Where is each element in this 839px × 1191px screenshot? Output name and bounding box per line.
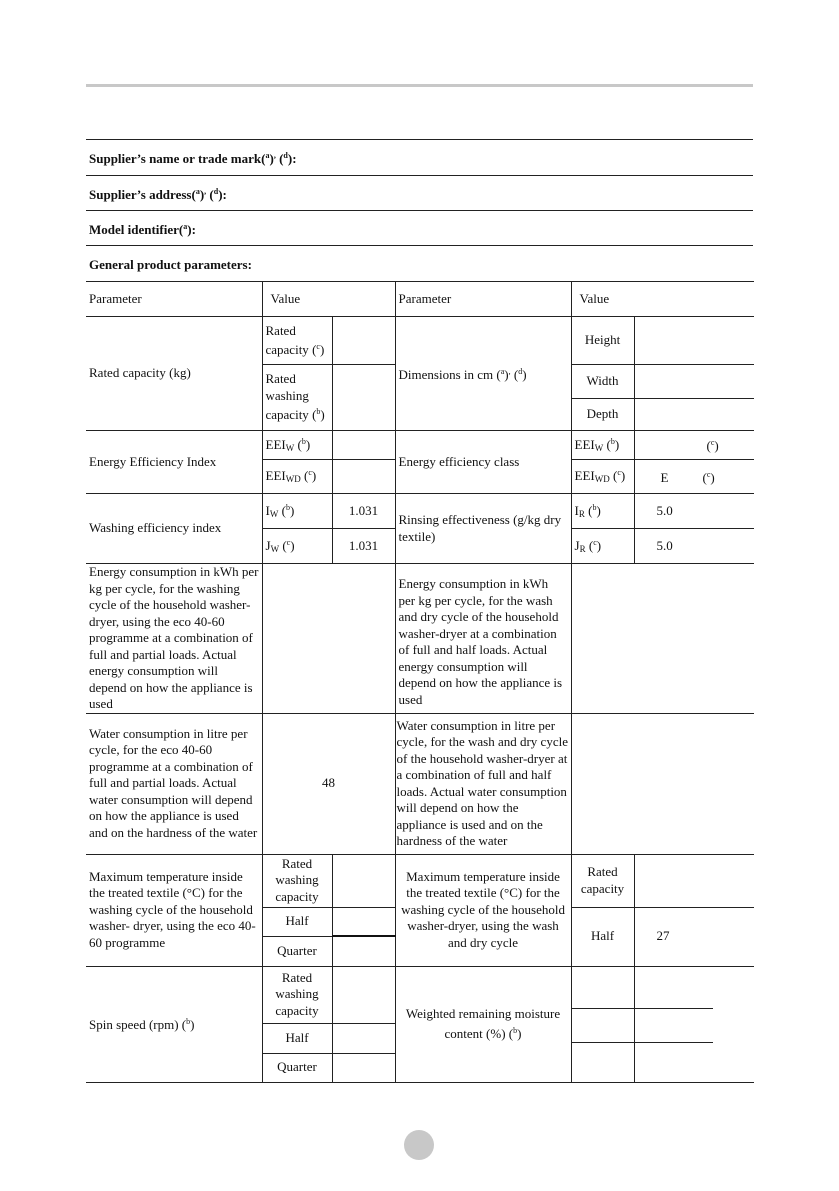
rated-washing-capacity-cell: Rated washing capacity ($^b$)	[262, 365, 332, 431]
table-row	[86, 854, 754, 907]
spin-half-label: Half	[262, 1023, 332, 1053]
table-row	[86, 966, 754, 1023]
temp-rated-capacity-value	[634, 854, 754, 907]
jw-label: $J_W$ ($^c$)	[262, 529, 332, 564]
temp-dry-half-label: Half	[571, 907, 634, 966]
temp-quarter-label: Quarter	[262, 936, 332, 966]
col-parameter-2: Parameter	[395, 282, 571, 317]
page-number-badge	[404, 1130, 434, 1160]
table-row	[86, 431, 754, 460]
class-wd-label: $EEI_{WD}$ ($^c$)	[571, 460, 634, 494]
depth-value	[634, 399, 754, 431]
max-temp-wash-label: Maximum temperature inside the treated textile (°C) for the washing cycle of the household washer- dryer, using the eco 40-60 programme	[86, 854, 262, 966]
temp-rated-washing-value	[332, 854, 395, 907]
table-row	[86, 317, 754, 365]
class-w-label: $EEI_W$ ($^b$)	[571, 431, 634, 460]
iw-value: 1.031	[332, 494, 395, 529]
moisture-col-b	[634, 966, 754, 1082]
spin-quarter-label: Quarter	[262, 1053, 332, 1082]
ir-label: $I_R$ ($^b$)	[571, 494, 634, 529]
height-label: Height	[571, 317, 634, 365]
ir-value: 5.0	[634, 494, 754, 529]
moisture-divider-2	[572, 1042, 713, 1043]
moisture-divider-1	[572, 1008, 713, 1009]
col-value: Value	[262, 282, 395, 317]
rated-capacity-label: Rated capacity (kg)	[86, 317, 262, 431]
rated-capacity-value	[332, 317, 395, 365]
width-label: Width	[571, 365, 634, 399]
temp-half-value	[332, 907, 395, 936]
dimensions-label: Dimensions in cm ($^a$), ($^d$)	[395, 317, 571, 431]
eei-label: Energy Efficiency Index	[86, 431, 262, 494]
spin-half-value	[332, 1023, 395, 1053]
supplier-address-row	[86, 175, 753, 210]
eei-w-label: $EEI_W$ ($^b$)	[262, 431, 332, 460]
product-parameters-table	[86, 281, 754, 1083]
moisture-label: Weighted remaining moisture content (%) ($^b$)	[395, 966, 571, 1082]
spin-quarter-value	[332, 1053, 395, 1082]
eei-w-value	[332, 431, 395, 460]
depth-label: Depth	[571, 399, 634, 431]
spin-label: Spin speed (rpm) ($^b$)	[86, 966, 262, 1082]
iw-label: $I_W$ ($^b$)	[262, 494, 332, 529]
water-wash-label: Water consumption in litre per cycle, for the eco 40-60 programme at a combination of full and partial loads. Actual water consumption will depend on how the appliance is used and on the hardness of the water	[86, 713, 262, 854]
eei-wd-label: $EEI_{WD}$ ($^c$)	[262, 460, 332, 494]
supplier-name-row	[86, 139, 753, 175]
temp-quarter-value	[332, 936, 395, 966]
temp-rated-capacity: Rated capacity	[571, 854, 634, 907]
col-parameter: Parameter	[86, 282, 262, 317]
model-identifier-row	[86, 210, 753, 245]
washing-eff-label: Washing efficiency index	[86, 494, 262, 564]
energy-wash-dry-label: Energy consumption in kWh per kg per cycle, for the wash and dry cycle of the household washer-dryer at a combination of full and half loads. Actual energy consumption will depend on how the appliance is used	[395, 564, 571, 714]
rated-capacity-cell: Rated capacity ($^c$)	[262, 317, 332, 365]
class-wd-value: E ($^c$)	[634, 460, 754, 494]
temp-half-label: Half	[262, 907, 332, 936]
general-params-label: General product parameters:	[89, 257, 252, 272]
spin-rated-value	[332, 966, 395, 1023]
supplier-address-label: Supplier’s address($^a$), ($^d$):	[89, 187, 227, 202]
general-params-row	[86, 245, 753, 281]
jr-label: $J_R$ ($^c$)	[571, 529, 634, 564]
rated-washing-capacity-value	[332, 365, 395, 431]
temp-rated-washing-capacity: Rated washing capacity	[262, 854, 332, 907]
water-wash-dry-value	[571, 713, 754, 854]
model-identifier-label: Model identifier($^a$):	[89, 222, 196, 237]
energy-wash-value	[262, 564, 395, 714]
moisture-col-a	[571, 966, 634, 1082]
table-row	[86, 564, 754, 714]
top-rule	[86, 84, 753, 87]
class-w-value: ($^c$)	[634, 431, 754, 460]
width-value	[634, 365, 754, 399]
max-temp-wash-dry-label: Maximum temperature inside the treated textile (°C) for the washing cycle of the household washer-dryer, using the wash and dry cycle	[395, 854, 571, 966]
eei-wd-value	[332, 460, 395, 494]
jr-value: 5.0	[634, 529, 754, 564]
temp-dry-half-value: 27	[634, 907, 754, 966]
height-value	[634, 317, 754, 365]
table-header-row	[86, 282, 754, 317]
table-row	[86, 494, 754, 529]
energy-class-label: Energy efficiency class	[395, 431, 571, 494]
jw-value: 1.031	[332, 529, 395, 564]
spin-rated-washing-capacity: Rated washing capacity	[262, 966, 332, 1023]
table-row	[86, 713, 754, 854]
supplier-name-label: Supplier’s name or trade mark($^a$), ($^d$):	[89, 151, 297, 166]
water-wash-dry-label: Water consumption in litre per cycle, for the wash and dry cycle of the household washer-dryer at a combination of full and half loads. Actual water consumption will depend on how the appliance is used and on the hardness of the water	[395, 713, 571, 854]
energy-wash-dry-value	[571, 564, 754, 714]
col-value-2: Value	[571, 282, 754, 317]
rinsing-label: Rinsing effectiveness (g/kg dry textile)	[395, 494, 571, 564]
water-wash-value: 48	[262, 713, 395, 854]
energy-wash-label: Energy consumption in kWh per kg per cycle, for the washing cycle of the household washer-dryer, using the eco 40-60 programme at a combination of full and partial loads. Actual energy consumption will depend on how the appliance is used	[86, 564, 262, 714]
